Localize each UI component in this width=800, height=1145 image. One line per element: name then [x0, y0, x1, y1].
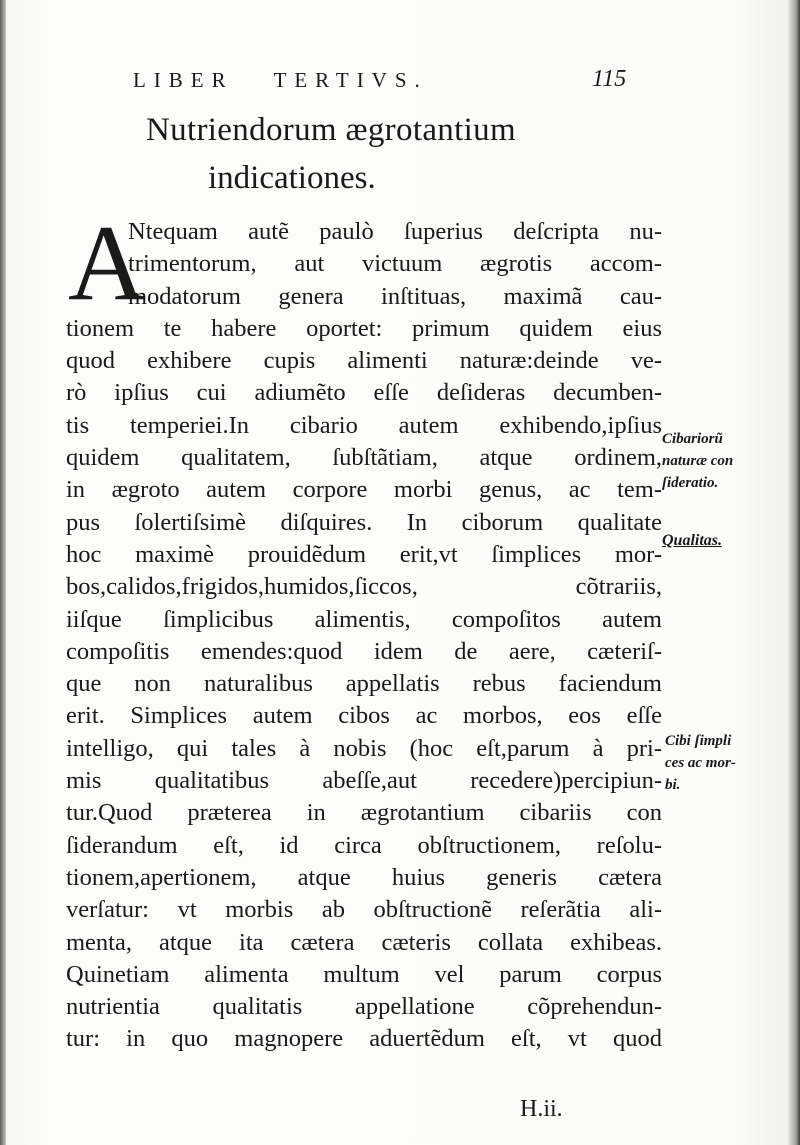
text-line: Quinetiam alimenta multum vel parum corpus	[66, 960, 662, 988]
marginal-note-line: ſideratio.	[662, 475, 719, 491]
page-number: 115	[592, 66, 627, 92]
text-line: tur: in quo magnopere aduertẽdum eſt, vt quod	[66, 1025, 662, 1053]
marginal-note-cibariorum	[662, 428, 782, 494]
text-line: pus ſolertiſsimè diſquires. In ciborum qualitate	[66, 508, 662, 536]
text-line: quod exhibere cupis alimenti naturæ:deinde ve-	[66, 347, 662, 375]
page-edge-shadow	[788, 0, 800, 1145]
running-head-left: LIBER	[133, 68, 234, 92]
running-head-right: TERTIVS.	[273, 68, 428, 92]
text-line: que non naturalibus appellatis rebus faciendum	[66, 670, 662, 698]
marginal-note-line: Cibariorũ	[662, 431, 723, 447]
text-line: hoc maximè prouidẽdum erit,vt ſimplices mor-	[66, 540, 662, 568]
text-line: compoſitis emendes:quod idem de aere, cæteriſ-	[66, 637, 662, 665]
text-line: intelligo, qui tales à nobis (hoc eſt,parum à pri-	[66, 734, 662, 762]
chapter-title-line-2: indicationes.	[208, 160, 376, 196]
signature-mark: H.ii.	[520, 1096, 563, 1122]
text-line: in ægroto autem corpore morbi genus, ac tem-	[66, 476, 662, 504]
text-line: menta, atque ita cætera cæteris collata exhibeas.	[66, 928, 662, 956]
text-line: trimentorum, aut victuum ægrotis accom-	[128, 250, 662, 278]
marginal-note-line: bi.	[665, 777, 681, 793]
text-line: rò ipſius cui adiumẽto eſſe deſideras decumben-	[66, 379, 662, 407]
text-line: tur.Quod præterea in ægrotantium cibariis con	[66, 799, 662, 827]
marginal-note-qualitas: Qualitas.	[662, 532, 723, 549]
marginal-note-cibi-simplices	[665, 730, 785, 796]
text-line: Ntequam autẽ paulò ſuperius deſcripta nu-	[128, 218, 662, 245]
text-line: mis qualitatibus abeſſe,aut recedere)percipiun-	[66, 767, 662, 795]
text-line: tis temperiei.In cibario autem exhibendo,ipſius	[66, 411, 662, 439]
running-head	[133, 68, 428, 93]
text-line: erit. Simplices autem cibos ac morbos, eos eſſe	[66, 702, 662, 730]
marginal-note-line: Cibi ſimpli	[665, 733, 732, 749]
marginal-note-line: ces ac mor-	[665, 755, 736, 771]
text-line: quidem qualitatem, ſubſtãtiam, atque ordinem,	[66, 444, 662, 472]
text-line: verſatur: vt morbis ab obſtructionẽ reſerãtia ali-	[66, 896, 662, 924]
text-line: modatorum genera inſtituas, maximã cau-	[128, 282, 662, 310]
text-line: bos,calidos,frigidos,humidos,ſiccos, cõtrariis,	[66, 573, 662, 601]
text-line: iiſque ſimplicibus alimentis, compoſitos autem	[66, 605, 662, 633]
text-line: tionem te habere oportet: primum quidem eius	[66, 314, 662, 342]
text-line: ſiderandum eſt, id circa obſtructionem, reſolu-	[66, 831, 662, 859]
chapter-title-line-1: Nutriendorum ægrotantium	[146, 112, 516, 148]
binding-shadow	[0, 0, 6, 1145]
body-text	[66, 216, 662, 1056]
marginal-note-line: naturæ con	[662, 453, 734, 469]
text-line: nutrientia qualitatis appellatione cõprehendun-	[66, 993, 662, 1021]
drop-cap: A	[68, 204, 146, 323]
text-line: tionem,apertionem, atque huius generis cætera	[66, 863, 662, 891]
